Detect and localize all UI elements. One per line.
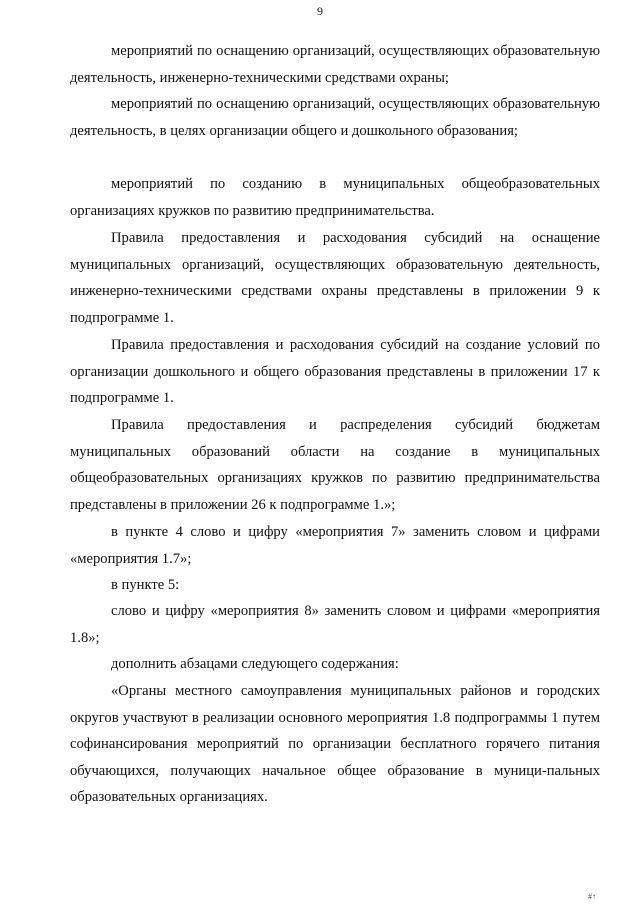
paragraph-1: мероприятий по оснащению организаций, осуществляющих образовательную деятельность, инженерно-техническими средствами охраны;	[70, 43, 600, 86]
paragraph-3: мероприятий по созданию в муниципальных общеобразовательных организациях кружков по развитию предпринимательства.	[70, 176, 600, 219]
paragraph-2: мероприятий по оснащению организаций, осуществляющих образовательную деятельность, в целях организации общего и дошкольного образования;	[70, 96, 600, 139]
paragraph-4: Правила предоставления и расходования субсидий на оснащение муниципальных организаций, осуществляющих образовательную деятельность, инженерно-техническими средствами охраны представлены в приложении 9 к подпрограмме 1.	[70, 230, 600, 326]
corner-mark: #↑	[588, 892, 596, 901]
paragraph-5: Правила предоставления и расходования субсидий на создание условий по организации дошкольного и общего образования представлены в приложении 17 к подпрограмме 1.	[70, 337, 600, 406]
paragraph-6: Правила предоставления и распределения субсидий бюджетам муниципальных образований области на создание в муниципальных общеобразовательных организациях кружков по развитию предпринимательства представлены в приложении 26 к подпрограмме 1.»;	[70, 417, 600, 513]
paragraph-7: в пункте 4 слово и цифру «мероприятия 7» заменить словом и цифрами «мероприятия 1.7»;	[70, 524, 600, 567]
paragraph-8: в пункте 5:	[111, 577, 180, 593]
paragraph-9: слово и цифру «мероприятия 8» заменить словом и цифрами «мероприятия 1.8»;	[70, 603, 600, 646]
paragraph-10: дополнить абзацами следующего содержания:	[111, 656, 399, 672]
page-number: 9	[317, 4, 323, 18]
paragraph-11: «Органы местного самоуправления муниципальных районов и городских округов участвуют в реализации основного мероприятия 1.8 подпрограммы 1 путем софинансирования мероприятий по организации бесплатного горячего питания обучающихся, получающих начальное общее образование в муници-пальных образовательных организациях.	[70, 683, 600, 805]
